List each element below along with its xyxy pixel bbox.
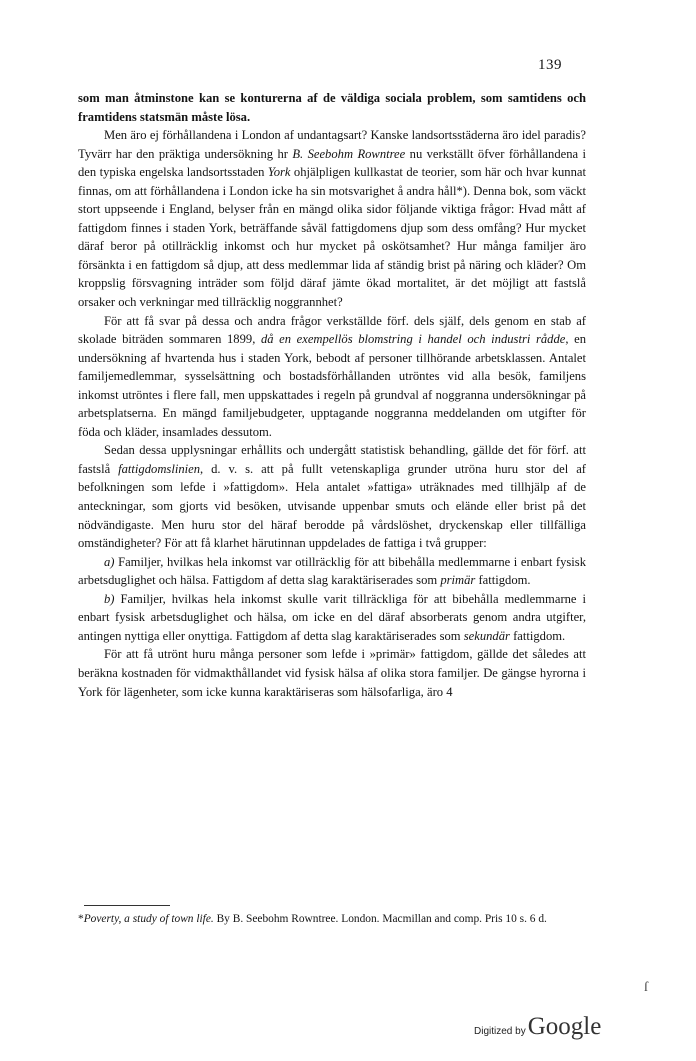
- paragraph-p6: [78, 590, 586, 646]
- page-number: 139: [538, 57, 562, 73]
- italic-span: fattigdomslinien: [118, 461, 200, 476]
- stray-mark: ſ: [644, 980, 648, 995]
- google-logo: Google: [527, 1013, 602, 1040]
- text-span: Familjer, hvilkas hela inkomst skulle varit tillräckliga för att bibehålla medlemmarne i enbart fysisk arbetsduglighet och hälsa, om icke en del däraf absorberats genom andra utgifter, antingen nyttiga eller onyttiga. Fattigdom af detta slag karaktäriserades som: [78, 591, 586, 643]
- footnote-rule: [84, 905, 170, 906]
- paragraph-p3: [78, 312, 586, 442]
- italic-span: a): [104, 554, 115, 569]
- text-span: ohjälpligen kullkastat de teorier, som här och hvar kunnat finnas, om att förhållandena i London icke ha sin motsvarighet å andra håll*). Denna bok, som väckt stort uppseende i England, belyser från en mängd olika sidor följande viktiga frågor: Hvad mått af fattigdom finnes i staden York, beträffande såväl fattigdomens djup som dess omfång? Hur mycket däraf beror på otillräcklig inkomst och hur mycket på oskötsamhet? Hur många familjer äro försänkta i en fattigdom så djup, att dess medlemmar lida af ständig brist på näring och kläder? Om kroppslig försvagning inträder som följd däraf jämte ökad mortalitet, är det möjligt att fastslå orsaker och verkningar med tillräcklig noggrannhet?: [78, 165, 586, 310]
- text-span: Familjer, hvilkas hela inkomst var otillräcklig för att bibehålla medlemmarne i enbart fysisk arbetsduglighet och hälsa. Fattigdom af detta slag karaktäriserades som: [78, 554, 586, 588]
- text-span: nu verkställt öfver förhållandena i den typiska engelska landsortsstaden: [78, 146, 586, 180]
- italic-span: primär: [440, 573, 476, 588]
- text-span: För att få svar på dessa och andra frågor verkställde förf. dels själf, dels genom en stab af skolade biträden sommaren 1899,: [78, 313, 586, 347]
- paragraph-p7: [78, 645, 586, 701]
- italic-span: B. Seebohm Rowntree: [292, 146, 406, 161]
- italic-span: York: [267, 165, 291, 180]
- text-span: fattigdom.: [509, 628, 566, 643]
- paragraph-p2: [78, 126, 586, 311]
- text-span: *: [78, 913, 84, 925]
- italic-span: Poverty, a study of town life.: [83, 913, 214, 925]
- text-span: fattigdom.: [475, 573, 531, 588]
- paragraph-p4: [78, 441, 586, 552]
- footnote: [78, 912, 586, 927]
- italic-span: sekundär: [463, 628, 510, 643]
- bold-span: som man åtminstone kan se konturerna af de väldiga sociala problem, som samtidens och framtidens statsmän måste lösa.: [78, 91, 586, 124]
- paragraph-p5: [78, 553, 586, 590]
- text-span: By B. Seebohm Rowntree. London. Macmillan and comp. Pris 10 s. 6 d.: [213, 913, 547, 925]
- text-span: , d. v. s. att på fullt vetenskapliga grunder utröna huru stor del af befolkningen som lefde i »fattigdom». Hela antalet »fattiga» uträknades med tillhjälp af de anteckningar, som gjorts vid besöken, utvisande uppenbar smuts och elände eller brist på det nödvändigaste. Men huru stor del häraf berodde på vårdslöshet, dryckenskap eller tillfälliga omständigheter? För att få klarhet härutinnan uppdelades de fattiga i två grupper:: [78, 461, 586, 551]
- body-text: [78, 89, 586, 701]
- digitized-prefix: Digitized by: [474, 1026, 526, 1037]
- text-span: Men äro ej förhållandena i London af undantagsart? Kanske landsortsstäderna äro idel paradis? Tyvärr har den präktiga undersökning hr: [78, 128, 586, 161]
- italic-span: då en exempellös blomstring i handel och industri rådde: [260, 332, 566, 347]
- paragraph-p1: [78, 89, 586, 126]
- digitized-by-watermark: [474, 1013, 601, 1041]
- italic-span: b): [104, 591, 115, 606]
- text-span: Sedan dessa upplysningar erhållits och undergått statistisk behandling, gällde det för förf. att fastslå: [78, 443, 586, 476]
- text-span: För att få utrönt huru många personer som lefde i »primär» fattigdom, gällde det således att beräkna kostnaden för vidmakthållandet vid fysisk hälsa af olika stora familjer. De gängse hyrorna i York för lägenheter, som icke kunna karaktäriseras som hälsofarliga, äro 4: [78, 647, 586, 699]
- text-span: , en undersökning af hvartenda hus i staden York, bebodt af personer tillhörande arbetsklassen. Antalet familjemedlemmar, sysselsättning och bostadsförhållanden utröntes vid alla besök, familjens inkomst utröntes i flere fall, men uppskattades i regeln på grundval af noggranna undersökningar på arbetsplatserna. En mängd familjebudgeter, upptagande noggranna meddelanden om utgifter för föda och kläder, insamlades dessutom.: [78, 332, 586, 439]
